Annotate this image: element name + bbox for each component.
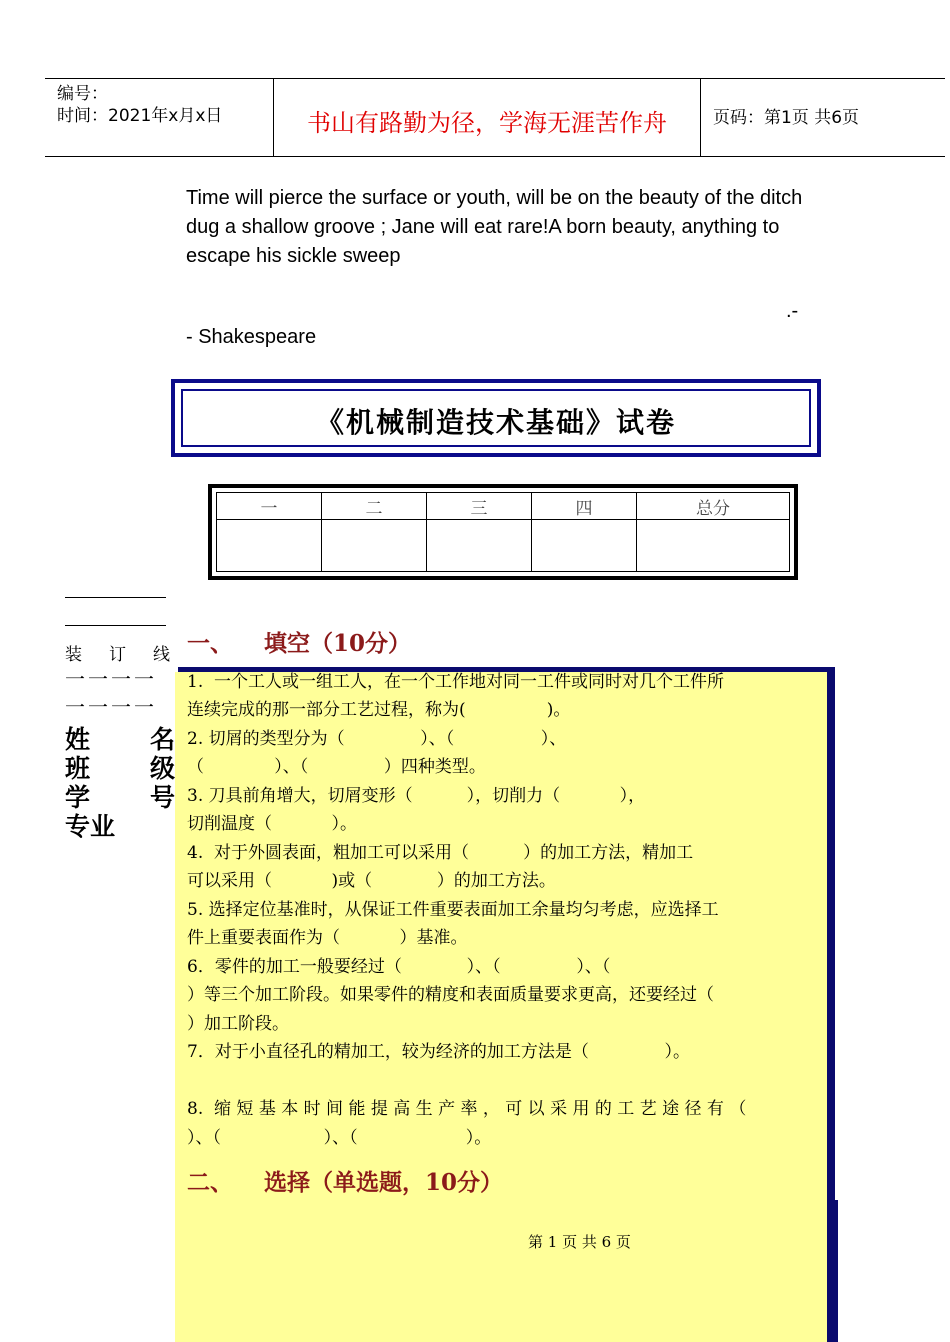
question-line: 7．对于小直径孔的精加工，较为经济的加工方法是（ ）。	[187, 1042, 690, 1062]
score-table-header-row	[217, 493, 790, 520]
header-page-info: 页码：第1页 共6页	[713, 108, 860, 128]
quote-author: - Shakespeare	[186, 326, 317, 348]
quote-text: Time will pierce the surface or youth, will be on the beauty of the ditch dug a shallow groove ; Jane will eat rare!A born beauty, anything to escape his sickle sweep	[186, 187, 803, 267]
score-header-cell: 二	[322, 493, 427, 520]
header-middle-cell	[274, 79, 701, 156]
score-header-cell: 四	[532, 493, 637, 520]
document-code-label: 编号：	[57, 84, 108, 104]
question-line: 8. 缩 短 基 本 时 间 能 提 高 生 产 率 ， 可 以 采 用 的 工 艺 途 径 有 （	[187, 1099, 747, 1119]
score-table-frame	[208, 484, 798, 580]
exam-title-box	[171, 379, 821, 457]
header-left-cell	[45, 79, 274, 156]
question-line: ）、（ ）、（ ）。	[187, 1128, 492, 1148]
question-line: （ ）、（ ）四种类型。	[187, 757, 486, 777]
header-right-cell	[701, 79, 945, 156]
question-line: 可以采用（ )或（ ）的加工方法。	[187, 871, 556, 891]
question-line: ）加工阶段。	[187, 1014, 289, 1034]
question-line: 4. 对于外圆表面，粗加工可以采用（ ）的加工方法，精加工	[187, 843, 694, 863]
score-value-cell[interactable]	[532, 520, 637, 572]
score-header-cell: 一	[217, 493, 322, 520]
binding-field-id-1: 学	[65, 783, 91, 812]
score-header-cell: 总分	[637, 493, 790, 520]
binding-field-name-2: 名	[150, 725, 176, 754]
question-line: 2. 切屑的类型分为（ ）、（ ）、	[187, 729, 567, 749]
binding-dashes-row: 一一一一	[65, 695, 157, 719]
question-line: 3. 刀具前角增大，切屑变形（ ），切削力（ ），	[187, 786, 646, 806]
exam-title: 《机械制造技术基础》试卷	[315, 406, 676, 439]
document-time-label: 时间：2021年x月x日	[57, 106, 223, 126]
binding-field-class-1: 班	[65, 754, 91, 783]
question-line: 1. 一个工人或一组工人，在一个工作地对同一工件或同时对几个工件所	[187, 672, 725, 692]
binding-rule-second	[65, 625, 166, 626]
score-value-cell[interactable]	[217, 520, 322, 572]
question-line: 6．零件的加工一般要经过（ ）、（ ）、（	[187, 957, 611, 977]
binding-line-label: 装订线	[65, 645, 197, 665]
section-2-number: 二、	[187, 1169, 233, 1196]
binding-field-class-2: 级	[150, 754, 176, 783]
binding-field-name-1: 姓	[65, 725, 91, 754]
score-value-cell[interactable]	[637, 520, 790, 572]
page-header	[45, 78, 945, 157]
footer-page-number: 第 1 页 共 6 页	[528, 1233, 631, 1251]
header-motto: 书山有路勤为径，学海无涯苦作舟	[307, 109, 667, 137]
question-line: ）等三个加工阶段。如果零件的精度和表面质量要求更高，还要经过（	[187, 985, 714, 1005]
section-2-title: 选择（单选题，10分）	[264, 1169, 504, 1196]
question-line: 连续完成的那一部分工艺过程，称为( )。	[187, 700, 571, 720]
binding-dashes-row: 一一一一	[65, 667, 157, 691]
question-line: 件上重要表面作为（ ）基准。	[187, 928, 468, 948]
panel-shadow-right-lower	[826, 1200, 838, 1342]
binding-field-id-2: 号	[150, 783, 176, 812]
section-1-title: 填空（10分）	[264, 630, 412, 657]
score-value-cell[interactable]	[322, 520, 427, 572]
score-table-value-row	[217, 520, 790, 572]
binding-rule-top	[65, 597, 166, 598]
question-line: 切削温度（ ）。	[187, 814, 357, 834]
section-1-number: 一、	[187, 630, 233, 657]
question-line: 5. 选择定位基准时，从保证工件重要表面加工余量均匀考虑，应选择工	[187, 900, 719, 920]
score-value-cell[interactable]	[427, 520, 532, 572]
score-table	[216, 492, 790, 572]
binding-field-major: 专业	[65, 812, 116, 841]
score-header-cell: 三	[427, 493, 532, 520]
quote-dot: .-	[786, 300, 799, 322]
